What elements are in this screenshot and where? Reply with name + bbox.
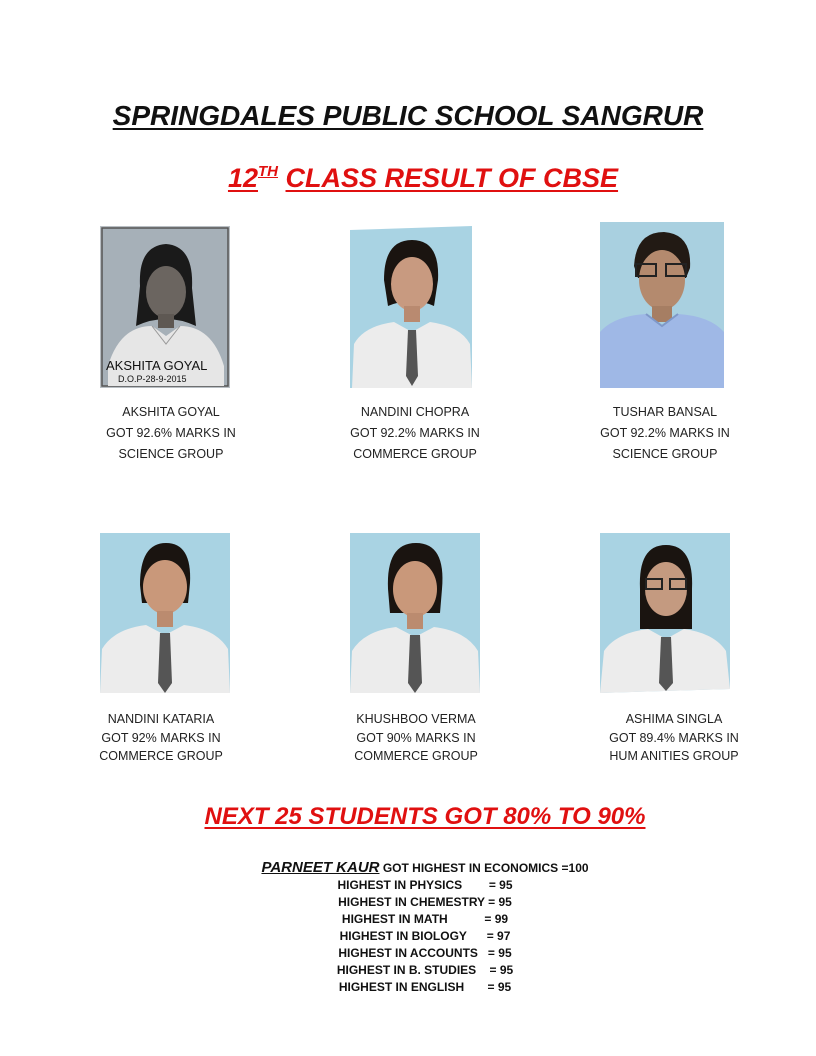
topper-row: HIGHEST IN PHYSICS = 95 <box>337 878 513 892</box>
next-students-heading: NEXT 25 STUDENTS GOT 80% TO 90% <box>204 803 646 830</box>
topper-name: PARNEET KAUR <box>261 859 380 876</box>
economics-topper-line <box>0 859 816 877</box>
student-caption-2 <box>320 402 510 465</box>
topper-row: HIGHEST IN ENGLISH = 95 <box>338 980 512 994</box>
photo-date-label: D.O.P-28-9-2015 <box>118 374 187 384</box>
subject-toppers <box>0 859 816 996</box>
student-caption-5 <box>321 710 511 766</box>
student-photo-nandini-chopra <box>350 226 472 388</box>
student-photo-akshita <box>100 226 230 388</box>
student-name: NANDINI CHOPRA <box>360 405 470 419</box>
result-heading: 12TH CLASS RESULT OF CBSE <box>227 163 619 193</box>
student-group: HUM ANITIES GROUP <box>609 749 739 763</box>
student-photo-tushar <box>600 222 724 388</box>
student-marks: GOT 92.2% MARKS IN <box>350 426 480 440</box>
student-caption-6 <box>579 710 769 766</box>
student-name: AKSHITA GOYAL <box>122 405 220 419</box>
student-marks: GOT 92.6% MARKS IN <box>106 426 236 440</box>
student-caption-4 <box>66 710 256 766</box>
topper-row: HIGHEST IN MATH = 99 <box>341 912 509 926</box>
student-caption-1 <box>76 402 266 465</box>
student-photo-nandini-kataria <box>100 533 230 693</box>
topper-row: HIGHEST IN CHEMESTRY = 95 <box>338 895 512 909</box>
student-caption-3 <box>570 402 760 465</box>
student-group: COMMERCE GROUP <box>353 447 477 461</box>
student-group: SCIENCE GROUP <box>612 447 718 461</box>
student-marks: GOT 92% MARKS IN <box>101 730 221 745</box>
student-marks: GOT 92.2% MARKS IN <box>600 426 730 440</box>
topper-row: HIGHEST IN BIOLOGY = 97 <box>339 929 511 943</box>
student-group: COMMERCE GROUP <box>354 749 478 763</box>
student-group: SCIENCE GROUP <box>118 447 224 461</box>
student-marks: GOT 90% MARKS IN <box>356 730 476 745</box>
student-name: KHUSHBOO VERMA <box>356 712 476 726</box>
school-title: SPRINGDALES PUBLIC SCHOOL SANGRUR <box>112 100 704 131</box>
student-group: COMMERCE GROUP <box>99 749 223 763</box>
student-name: TUSHAR BANSAL <box>612 405 718 419</box>
student-photo-khushboo <box>350 533 480 693</box>
student-photo-ashima <box>600 533 730 693</box>
photo-name-label: AKSHITA GOYAL <box>106 358 208 373</box>
student-name: ASHIMA SINGLA <box>625 712 723 726</box>
topper-text: GOT HIGHEST IN ECONOMICS =100 <box>379 861 589 875</box>
topper-row: HIGHEST IN ACCOUNTS = 95 <box>338 946 512 960</box>
student-name: NANDINI KATARIA <box>107 712 215 726</box>
student-marks: GOT 89.4% MARKS IN <box>609 730 739 745</box>
topper-row: HIGHEST IN B. STUDIES = 95 <box>336 963 514 977</box>
